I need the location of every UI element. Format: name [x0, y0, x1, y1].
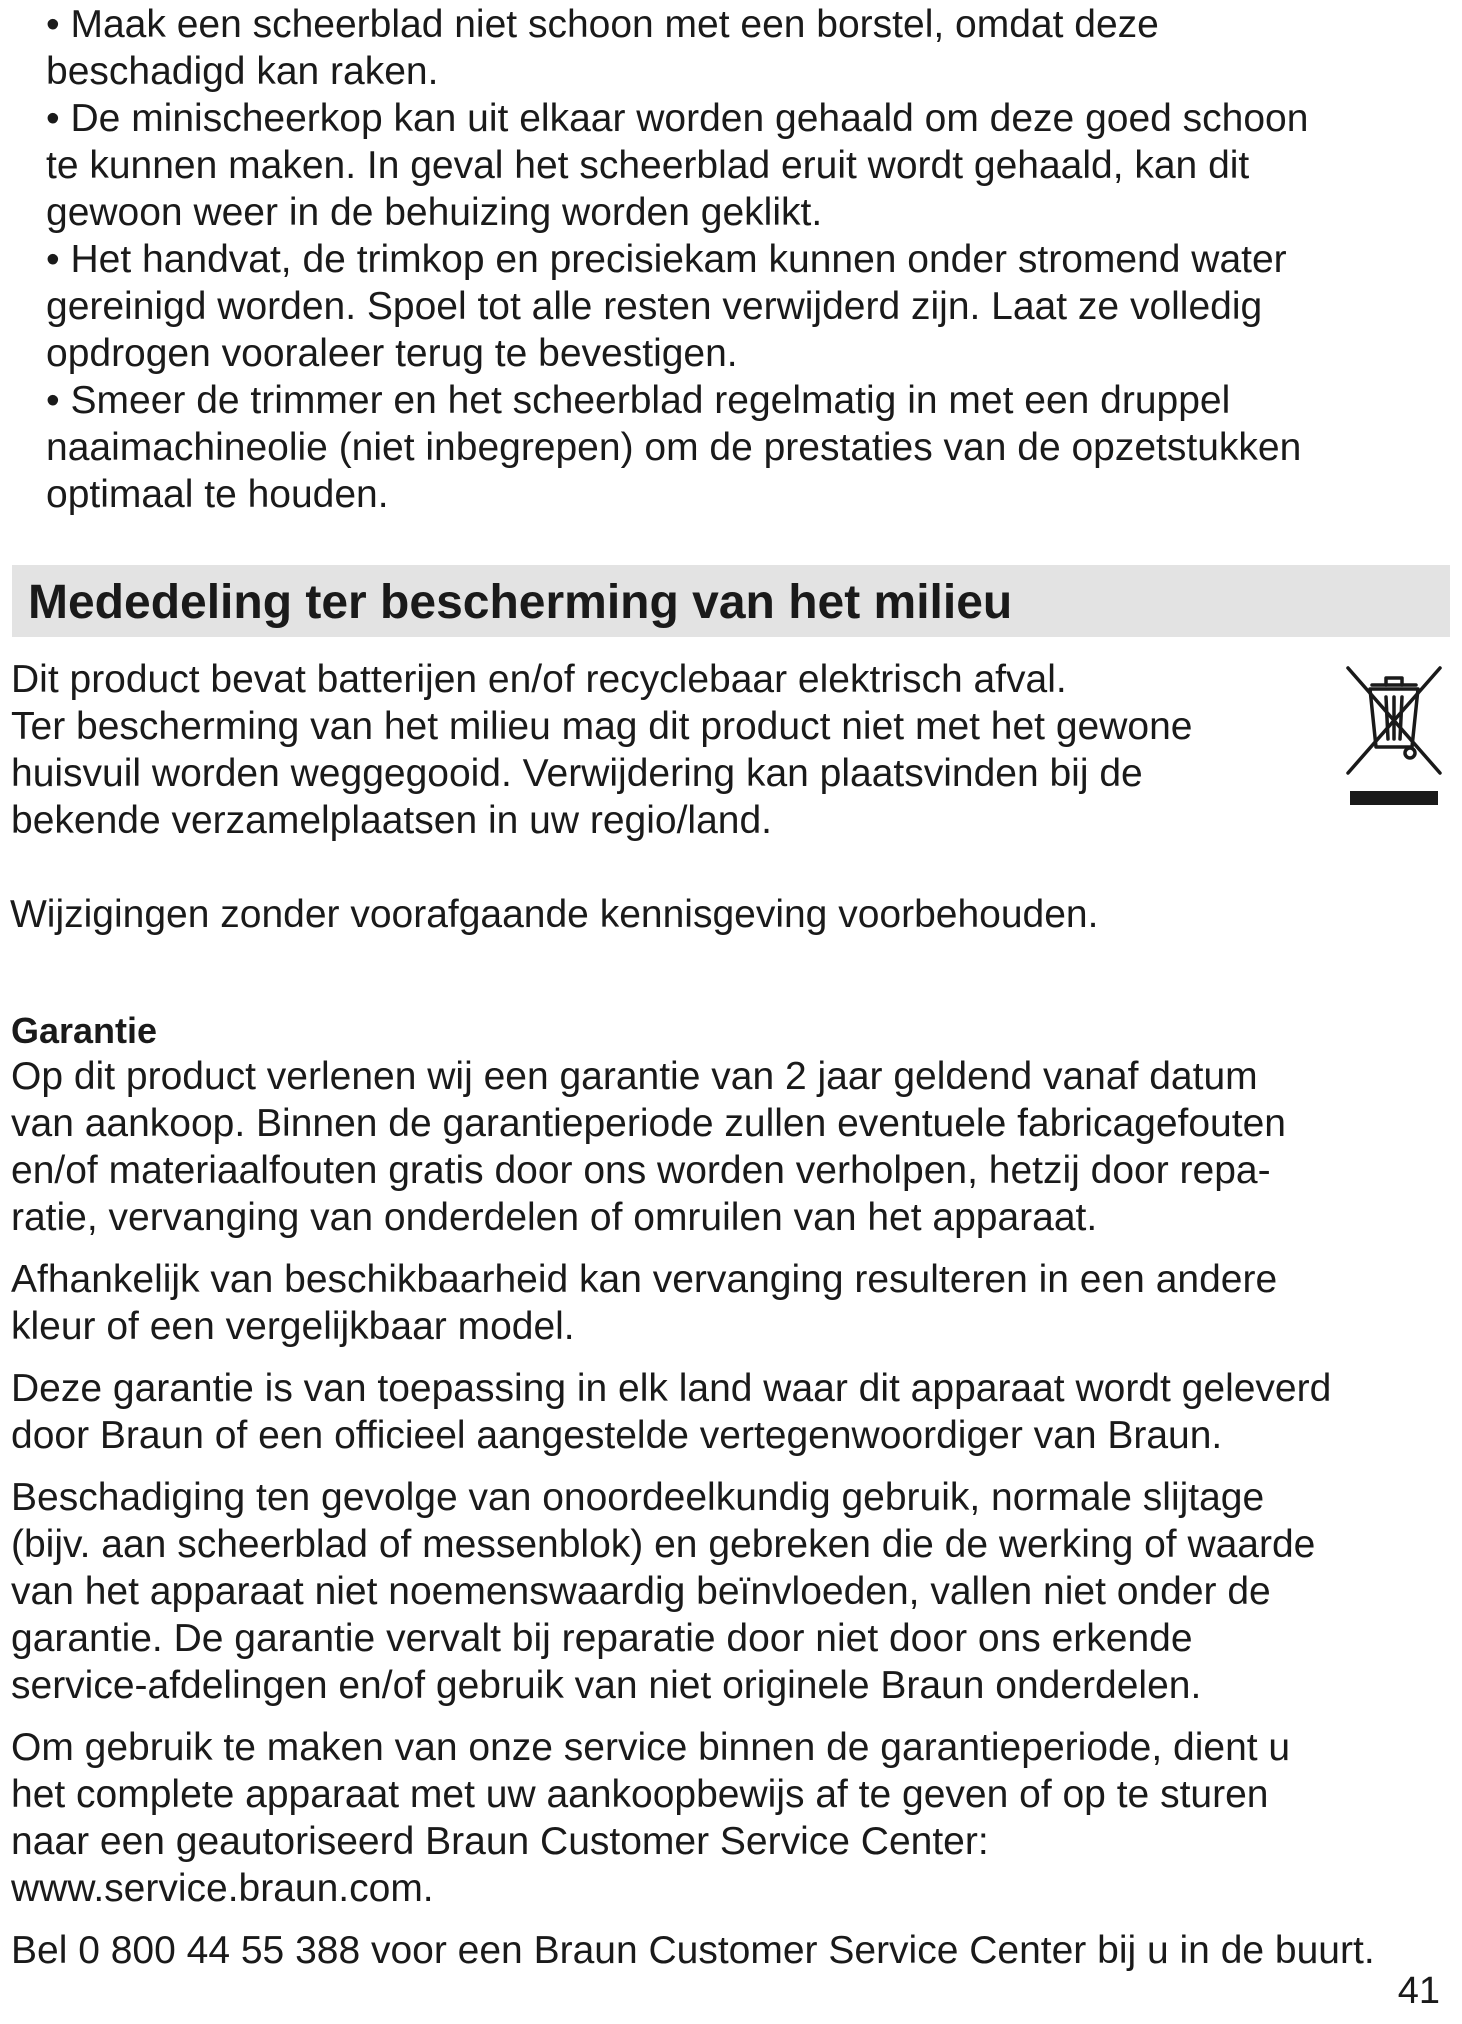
bullet-mark: • [46, 3, 60, 46]
bullet-item [46, 1, 1446, 95]
guarantee-paragraph: Om gebruik te maken van onze service binnen de garantieperiode, dient u het complete apparaat met uw aankoopbewijs af te geven of op te sturen naar een geautoriseerd Braun Customer Service Center: www.service.braun.com. [11, 1726, 1291, 1910]
guarantee-paragraph: Op dit product verlenen wij een garantie van 2 jaar geldend vanaf datum van aankoop. Binnen de garantieperiode zullen eventuele fabricagefouten en/of materiaalfouten gratis door ons worden verholpen, hetzij door repa- ratie, vervanging van onderdelen of omruilen van het apparaat. [11, 1055, 1286, 1239]
bullet-item [46, 95, 1446, 236]
guarantee-paragraph: Afhankelijk van beschikbaarheid kan vervanging resulteren in een andere kleur of een vergelijkbaar model. [11, 1258, 1278, 1348]
bullet-item [46, 377, 1446, 518]
bullet-mark: • [46, 238, 60, 281]
bullet-text: Maak een scheerblad niet schoon met een borstel, omdat deze beschadigd kan raken. [46, 3, 1159, 93]
guarantee-section [11, 1053, 1451, 1989]
bullet-text: Het handvat, de trimkop en precisiekam kunnen onder stromend water gereinigd worden. Spoel tot alle resten verwijderd zijn. Laat ze volledig opdrogen vooraleer terug te bevestigen. [46, 238, 1287, 375]
environment-section-title: Mededeling ter bescherming van het milieu [28, 576, 1013, 629]
bullet-mark: • [46, 379, 60, 422]
bullet-item [46, 236, 1446, 377]
page-number: 41 [1397, 1970, 1440, 2012]
changes-notice: Wijzigingen zonder voorafgaande kennisgeving voorbehouden. [10, 893, 1099, 936]
crossed-out-wheelie-bin-icon [1344, 663, 1444, 811]
cleaning-bullet-list [46, 1, 1446, 518]
environment-text: Dit product bevat batterijen en/of recyclebaar elektrisch afval. Ter bescherming van het milieu mag dit product niet met het gewone huisvuil worden weggegooid. Verwijdering kan plaatsvinden bij de bekende verzamelplaatsen in uw regio/land. [11, 658, 1193, 842]
bullet-mark: • [46, 97, 60, 140]
bullet-text: Smeer de trimmer en het scheerblad regelmatig in met een druppel naaimachineolie (niet inbegrepen) om de prestaties van de opzetstukken optimaal te houden. [46, 379, 1302, 516]
guarantee-paragraph: Deze garantie is van toepassing in elk land waar dit apparaat wordt geleverd door Braun of een officieel aangestelde vertegenwoordiger van Braun. [11, 1367, 1332, 1457]
guarantee-paragraph: Beschadiging ten gevolge van onoordeelkundig gebruik, normale slijtage (bijv. aan scheerblad of messenblok) en gebreken die de werking of waarde van het apparaat niet noemenswaardig beïnvloeden, vallen niet onder de garantie. De garantie vervalt bij reparatie door niet door ons erkende service-afdelingen en/of gebruik van niet originele Braun onderdelen. [11, 1476, 1316, 1707]
guarantee-service-phone: Bel 0 800 44 55 388 voor een Braun Customer Service Center bij u in de buurt. [11, 1929, 1375, 1972]
bullet-text: De minischeerkop kan uit elkaar worden gehaald om deze goed schoon te kunnen maken. In geval het scheerblad eruit wordt gehaald, kan dit gewoon weer in de behuizing worden geklikt. [46, 97, 1309, 234]
guarantee-heading: Garantie [11, 1010, 158, 1051]
